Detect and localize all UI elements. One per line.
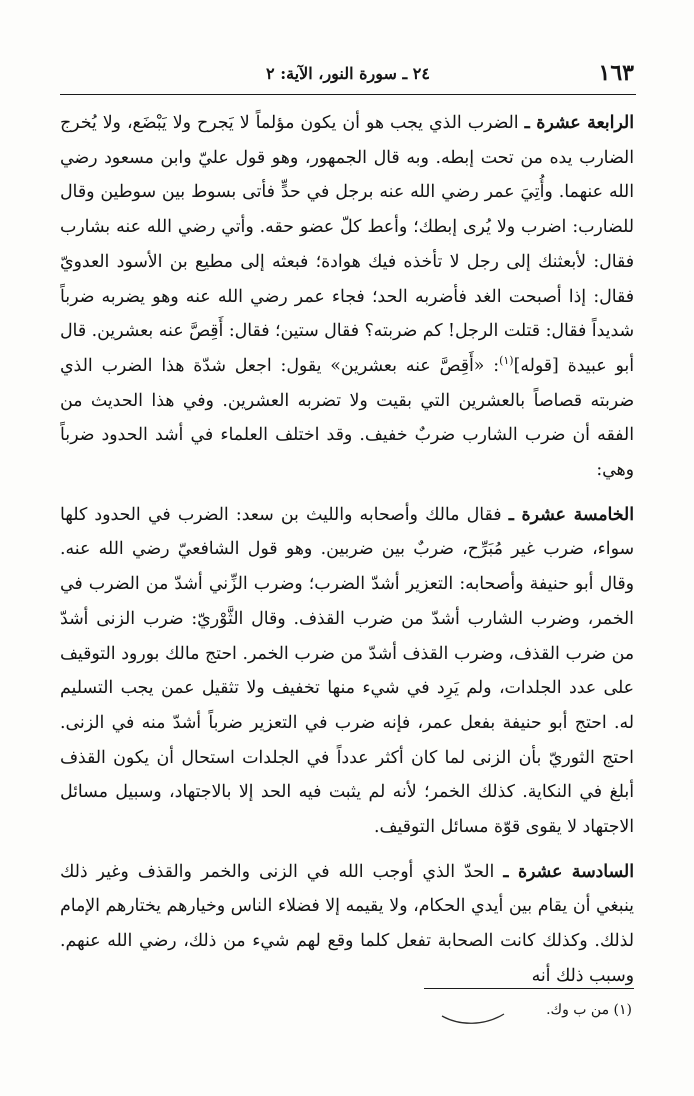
paragraph-lead: السادسة عشرة ـ	[503, 861, 634, 882]
page-header	[60, 58, 636, 95]
page-number: ١٦٣	[598, 60, 634, 86]
paragraph-lead: الخامسة عشرة ـ	[508, 504, 634, 525]
footnote: (١) من ب وك.	[546, 1002, 632, 1018]
paragraph-sixteenth	[60, 855, 634, 994]
paragraph-text: فقال مالك وأصحابه والليث بن سعد: الضرب في الحدود كلها سواء، ضرب غير مُبَرِّح، ضربٌ بين ضربين. وهو قول الشافعيّ رضي الله عنه. وقال أبو حنيفة وأصحابه: التعزير أشدّ الضرب؛ وضرب الزِّني أشدّ من الضرب في الخمر، وضرب الشارب أشدّ من ضرب القذف. وقال الثَّوْريّ: ضرب الزنى أشدّ من ضرب القذف، وضرب القذف أشدّ من ضرب الخمر. احتج مالك بورود التوقيف على عدد الجلدات، ولم يَرِد في شيء منها تخفيف ولا تثقيل عمن يجب التسليم له. احتج أبو حنيفة بفعل عمر، فإنه ضرب في التعزير ضرباً أشدّ منه في الزنى. احتج الثوريّ بأن الزنى لما كان أكثر عدداً في الجلدات استحال أن يكون القذف أبلغ في النكاية. كذلك الخمر؛ لأنه لم يثبت فيه الحد إلا بالاجتهاد، وسبيل مسائل الاجتهاد لا يقوى قوّة مسائل التوقيف.	[60, 504, 634, 838]
paragraph-lead: الرابعة عشرة ـ	[524, 113, 634, 133]
footnote-reference[interactable]: (١)	[499, 354, 514, 368]
running-head: ٢٤ ـ سورة النور، الآية: ٢	[266, 64, 430, 83]
paragraph-text: الحدّ الذي أوجب الله في الزنى والخمر والقذف وغير ذلك ينبغي أن يقام بين أيدي الحكام، ولا يقيمه إلا فضلاء الناس وخيارهم يختارهم الإمام لذلك. وكذلك كانت الصحابة تفعل كلما وقع لهم شيء من ذلك، رضي الله عنهم. وسبب ذلك أنه	[60, 861, 634, 986]
page-body	[60, 106, 634, 994]
paragraph-text: الضرب الذي يجب هو أن يكون مؤلماً لا يَجرح ولا يَبْضَع، ولا يُخرج الضارب يده من تحت إبطه. وبه قال الجمهور، وهو قول عليّ وابن مسعود رضي الله عنهما. وأُتِيَ عمر رضي الله عنه برجل في حدٍّ فأتى بسوط بين سوطين وقال للضارب: اضرب ولا يُرى إبطك؛ وأعط كلّ عضو حقه. وأتي رضي الله عنه بشارب فقال: لأبعثنك إلى رجل لا تأخذه فيك هوادة؛ فبعثه إلى مطيع بن الأسود العدويّ فقال: إذا أصبحت الغد فأضربه الحد؛ فجاء عمر رضي الله عنه وهو يضربه ضرباً شديداً فقال: قتلت الرجل! كم ضربته؟ فقال ستين؛ فقال: أَقِصَّ عنه بعشرين. قال أبو عبيدة [قوله]	[60, 113, 634, 376]
pen-stroke-mark	[440, 1010, 506, 1026]
paragraph-text: : «أَقِصَّ عنه بعشرين» يقول: اجعل شدّة هذا الضرب الذي ضربته قصاصاً بالعشرين التي بقيت ولا تضربه العشرين. وفي هذا الحديث من الفقه أن ضرب الشارب ضربٌ خفيف. وقد اختلف العلماء في أشد الحدود ضرباً وهي:	[60, 355, 634, 481]
footnote-divider	[424, 988, 634, 989]
paragraph-fourteenth	[60, 106, 634, 488]
paragraph-fifteenth	[60, 498, 634, 845]
